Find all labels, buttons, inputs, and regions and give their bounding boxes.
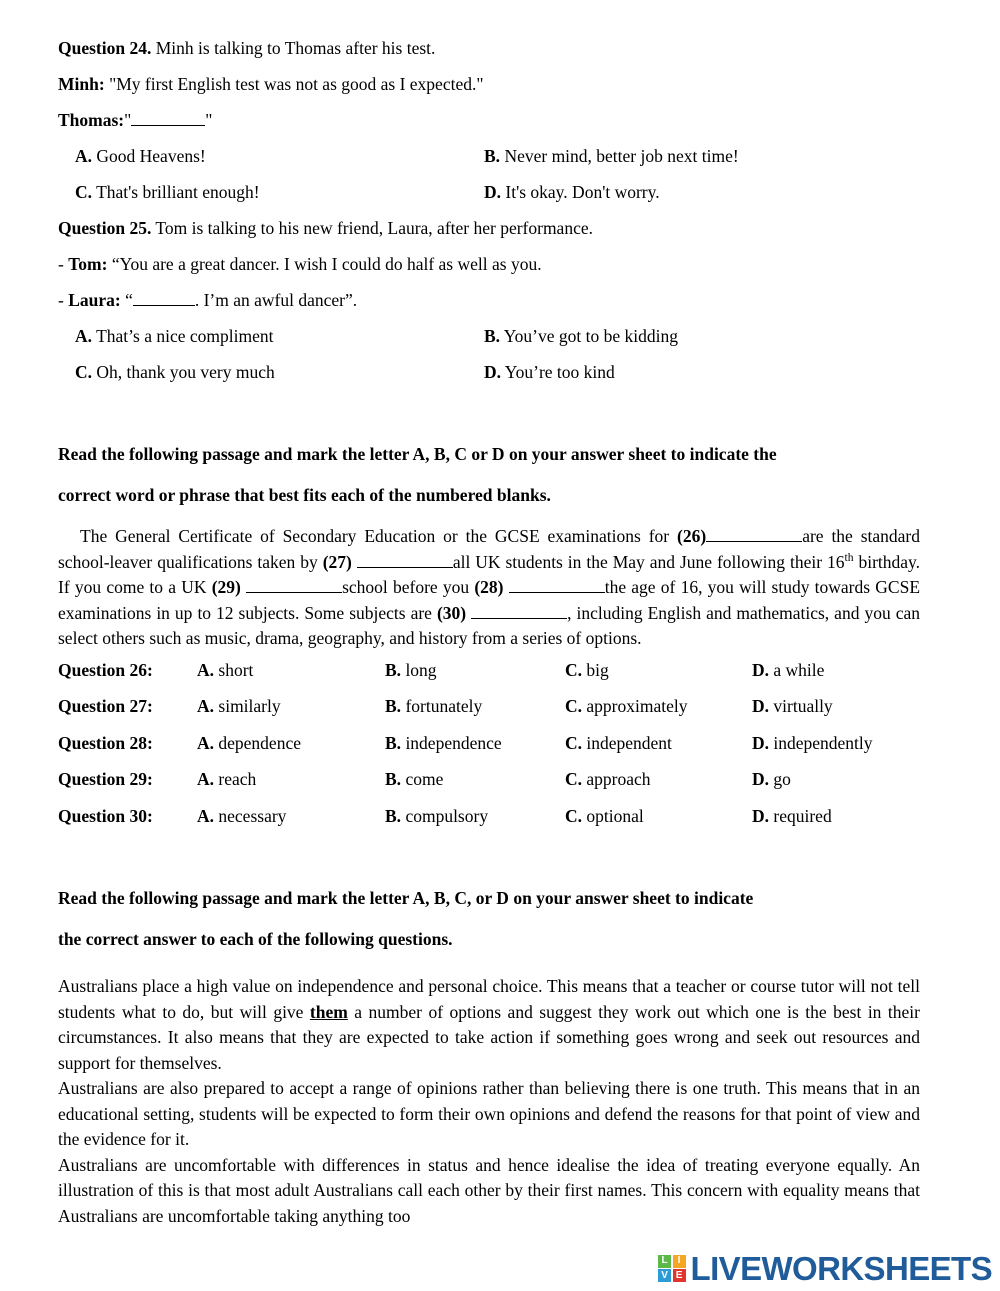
grid-option-b-text: independence — [401, 732, 502, 753]
grid-option-a-letter: A. — [197, 696, 215, 716]
option-b-letter: B. — [484, 146, 501, 166]
option-a-letter: A. — [75, 326, 93, 346]
option-d-text: It's okay. Don't worry. — [501, 182, 660, 202]
grid-option-d-text: independently — [769, 732, 873, 753]
logo-tile-i: I — [673, 1255, 686, 1268]
question-24-label: Question 24. — [58, 38, 152, 58]
option-a-q25[interactable] — [75, 318, 273, 354]
option-b-text: Never mind, better job next time! — [500, 146, 739, 166]
passage-1-seg-5: school before you — [342, 577, 475, 597]
blank-number-26: (26) — [677, 526, 707, 546]
answer-blank-28 — [509, 579, 605, 593]
option-a-text: Good Heavens! — [92, 146, 206, 166]
grid-option-c[interactable] — [565, 688, 687, 725]
speaker-laura-label: Laura: — [68, 290, 121, 310]
spacer-before-passage-2 — [58, 960, 920, 974]
grid-option-a[interactable] — [197, 652, 253, 689]
grid-option-d-text: required — [769, 805, 832, 826]
grid-option-d-letter: D. — [752, 732, 770, 753]
grid-option-a-text: similarly — [214, 696, 281, 716]
spacer-before-passage-1 — [58, 516, 920, 524]
option-c-text: Oh, thank you very much — [92, 362, 275, 382]
option-d-q25[interactable] — [484, 354, 615, 390]
grid-question-label: Question 28: — [58, 732, 153, 753]
grid-option-b[interactable] — [385, 725, 502, 762]
option-d-q24[interactable] — [484, 174, 660, 210]
passage-1-seg-3: all UK students in the May and June following their 16 — [452, 551, 845, 572]
grid-option-b-text: compulsory — [401, 805, 489, 826]
grid-option-a-letter: A. — [197, 659, 215, 680]
grid-option-c-text: optional — [582, 805, 644, 826]
grid-option-d[interactable] — [752, 761, 791, 798]
question-24-speaker-minh — [58, 66, 920, 102]
grid-option-b[interactable] — [385, 652, 437, 689]
grid-option-b-letter: B. — [385, 696, 402, 716]
blank-number-27: (27) — [322, 551, 352, 572]
option-b-text: You’ve got to be kidding — [500, 326, 678, 346]
grid-option-c-letter: C. — [565, 732, 583, 753]
laura-quote-rest: . I’m an awful dancer”. — [194, 290, 358, 310]
option-a-letter: A. — [75, 146, 93, 166]
grid-option-a-letter: A. — [197, 732, 215, 753]
grid-row-q29 — [58, 761, 920, 798]
question-25-label: Question 25. — [58, 218, 152, 238]
grid-option-b[interactable] — [385, 761, 443, 798]
grid-option-d-letter: D. — [752, 805, 770, 826]
option-c-letter: C. — [75, 362, 93, 382]
instruction-2-line-2: the correct answer to each of the following questions. — [58, 929, 453, 949]
passage-1-seg-1: The General Certificate of Secondary Education or the GCSE examinations for — [80, 526, 678, 546]
grid-option-d-text: virtually — [769, 696, 833, 716]
grid-option-b[interactable] — [385, 798, 488, 835]
grid-row-q28 — [58, 725, 920, 762]
grid-row-q27 — [58, 688, 920, 725]
option-d-letter: D. — [484, 182, 502, 202]
question-24-speaker-thomas — [58, 102, 920, 138]
tom-dash: - — [58, 254, 69, 274]
grid-option-d-text: go — [769, 769, 791, 789]
grid-option-b-text: come — [401, 769, 444, 789]
highlighted-word-them: them — [309, 1001, 348, 1022]
passage-1-seg-7: , including English and mathematics, and you can select others such as music, drama, geography, and history from a series of options. — [58, 602, 921, 648]
grid-option-d[interactable] — [752, 652, 824, 689]
grid-option-d-letter: D. — [752, 659, 770, 680]
grid-question-label: Question 29: — [58, 769, 153, 789]
grid-option-c-letter: C. — [565, 769, 583, 789]
grid-option-a-text: necessary — [214, 805, 287, 826]
grid-option-b-letter: B. — [385, 769, 402, 789]
grid-row-q26 — [58, 652, 920, 689]
option-d-text: You’re too kind — [501, 362, 615, 382]
grid-option-a[interactable] — [197, 798, 286, 835]
section-spacer-2 — [58, 834, 920, 878]
option-a-text: That’s a nice compliment — [92, 326, 274, 346]
instruction-2-line-1: Read the following passage and mark the letter A, B, C, or D on your answer sheet to indicate — [58, 888, 754, 908]
passage-2-paragraph-3: Australians are uncomfortable with differences in status and hence idealise the idea of treating everyone equally. An illustration of this is that most adult Australians call each other by their first names. This concern with equality means that Australians are uncomfortable taking anything too — [58, 1154, 920, 1226]
blank-number-28: (28) — [474, 577, 504, 597]
liveworksheets-logo[interactable] — [658, 1252, 992, 1285]
option-b-q24[interactable] — [484, 138, 739, 174]
grid-option-a[interactable] — [197, 688, 281, 725]
option-c-q24[interactable] — [75, 174, 260, 210]
grid-option-b-text: fortunately — [401, 696, 483, 716]
option-c-letter: C. — [75, 182, 93, 202]
grid-option-c[interactable] — [565, 725, 672, 762]
answer-blank-29 — [246, 579, 342, 593]
grid-option-c[interactable] — [565, 798, 644, 835]
grid-option-d[interactable] — [752, 798, 832, 835]
laura-dash: - — [58, 290, 69, 310]
question-25-options-row-2 — [58, 354, 920, 390]
logo-tile-l: L — [658, 1255, 671, 1268]
speaker-tom-label: Tom: — [68, 254, 108, 274]
grid-option-d-letter: D. — [752, 696, 770, 716]
page-content — [58, 30, 920, 1229]
grid-option-a-letter: A. — [197, 769, 215, 789]
passage-2-paragraph-1 — [58, 974, 920, 1076]
passage-1-seg-6: the age of 16, you will study towards GCSE examinations in up to 12 subjects. Some subjects are — [58, 577, 921, 623]
grid-question-label: Question 27: — [58, 696, 153, 716]
question-25-text: Tom is talking to his new friend, Laura, after her performance. — [151, 218, 593, 238]
question-25-speaker-laura — [58, 282, 920, 318]
passage-1-seg-4: birthday. If you come to a UK — [58, 551, 921, 597]
answer-blank-q25 — [133, 292, 195, 306]
grid-question-label: Question 26: — [58, 659, 153, 680]
option-c-q25[interactable] — [75, 354, 275, 390]
logo-tile-e: E — [673, 1269, 686, 1282]
answer-blank-30 — [471, 605, 567, 619]
passage-2-p1-before: Australians place a high value on independence and personal choice. This means that a teacher or course tutor will not tell students what to do, but will give — [58, 976, 920, 1022]
grid-option-b-letter: B. — [385, 805, 402, 826]
question-24-options-row-1 — [58, 138, 920, 174]
ordinal-suffix-th: th — [844, 551, 854, 564]
grid-option-c[interactable] — [565, 761, 651, 798]
option-a-q24[interactable] — [75, 138, 206, 174]
question-24-block — [58, 30, 920, 210]
speaker-minh-text: "My first English test was not as good as I expected." — [104, 74, 484, 94]
logo-tiles-icon — [658, 1255, 686, 1283]
passage-1-seg-2: are the standard school-leaver qualifications taken by — [58, 526, 920, 572]
grid-option-b-text: long — [401, 659, 437, 680]
grid-option-c-letter: C. — [565, 805, 583, 826]
grid-option-b-letter: B. — [385, 732, 402, 753]
question-24-options-row-2 — [58, 174, 920, 210]
grid-option-d[interactable] — [752, 688, 833, 725]
grid-option-b[interactable] — [385, 688, 482, 725]
option-b-q25[interactable] — [484, 318, 678, 354]
question-24-text: Minh is talking to Thomas after his test. — [151, 38, 436, 58]
option-b-letter: B. — [484, 326, 501, 346]
grid-row-q30 — [58, 798, 920, 835]
logo-tile-v: V — [658, 1269, 671, 1282]
thomas-quote-open: " — [124, 110, 132, 130]
instruction-block-1 — [58, 434, 920, 516]
grid-option-a-letter: A. — [197, 805, 215, 826]
question-25-speaker-tom — [58, 246, 920, 282]
speaker-minh-label: Minh: — [58, 74, 105, 94]
grid-option-c[interactable] — [565, 652, 609, 689]
instruction-block-2 — [58, 878, 920, 960]
question-24-prompt — [58, 30, 920, 66]
grid-option-d-letter: D. — [752, 769, 770, 789]
passage-2-p1-after: a number of options and suggest they work out which one is the best in their circumstances. It also means that they are expected to take action if something goes wrong and seek out resources and support for themselves. — [58, 1001, 920, 1073]
option-c-text: That's brilliant enough! — [92, 182, 260, 202]
grid-option-a[interactable] — [197, 725, 301, 762]
instruction-1-line-1: Read the following passage and mark the letter A, B, C or D on your answer sheet to indicate the — [58, 444, 777, 464]
grid-option-d[interactable] — [752, 725, 873, 762]
passage-1-gcse — [58, 524, 920, 652]
question-25-options-row-1 — [58, 318, 920, 354]
grid-option-d-text: a while — [769, 659, 825, 680]
speaker-tom-text: “You are a great dancer. I wish I could do half as well as you. — [107, 254, 542, 274]
grid-option-a-text: reach — [214, 769, 257, 789]
grid-option-c-letter: C. — [565, 696, 583, 716]
grid-option-c-text: big — [582, 659, 609, 680]
section-spacer-1 — [58, 390, 920, 434]
answer-grid-26-30 — [58, 652, 920, 835]
option-d-letter: D. — [484, 362, 502, 382]
question-25-prompt — [58, 210, 920, 246]
grid-option-a[interactable] — [197, 761, 256, 798]
answer-blank-26 — [706, 528, 802, 542]
answer-blank-27 — [357, 554, 453, 568]
instruction-1-line-2: correct word or phrase that best fits each of the numbered blanks. — [58, 485, 551, 505]
thomas-quote-close: " — [205, 110, 213, 130]
grid-question-label: Question 30: — [58, 805, 153, 826]
grid-option-c-letter: C. — [565, 659, 583, 680]
grid-option-b-letter: B. — [385, 659, 402, 680]
logo-brand-text: LIVEWORKSHEETS — [690, 1250, 992, 1287]
grid-option-c-text: approach — [582, 769, 651, 789]
question-25-block — [58, 210, 920, 390]
blank-number-30: (30) — [436, 602, 467, 623]
grid-option-a-text: dependence — [214, 732, 301, 753]
laura-quote-open: “ — [120, 290, 133, 310]
answer-blank-q24 — [131, 112, 205, 126]
blank-number-29: (29) — [211, 577, 241, 597]
passage-2-paragraph-2: Australians are also prepared to accept a range of opinions rather than believing there is one truth. This means that in an educational setting, students will be expected to form their own opinions and defend the reasons for that point of view and the evidence for it. — [58, 1078, 920, 1149]
grid-option-c-text: independent — [582, 732, 672, 753]
grid-option-a-text: short — [214, 659, 254, 680]
grid-option-c-text: approximately — [582, 696, 688, 716]
speaker-thomas-label: Thomas: — [58, 110, 125, 130]
